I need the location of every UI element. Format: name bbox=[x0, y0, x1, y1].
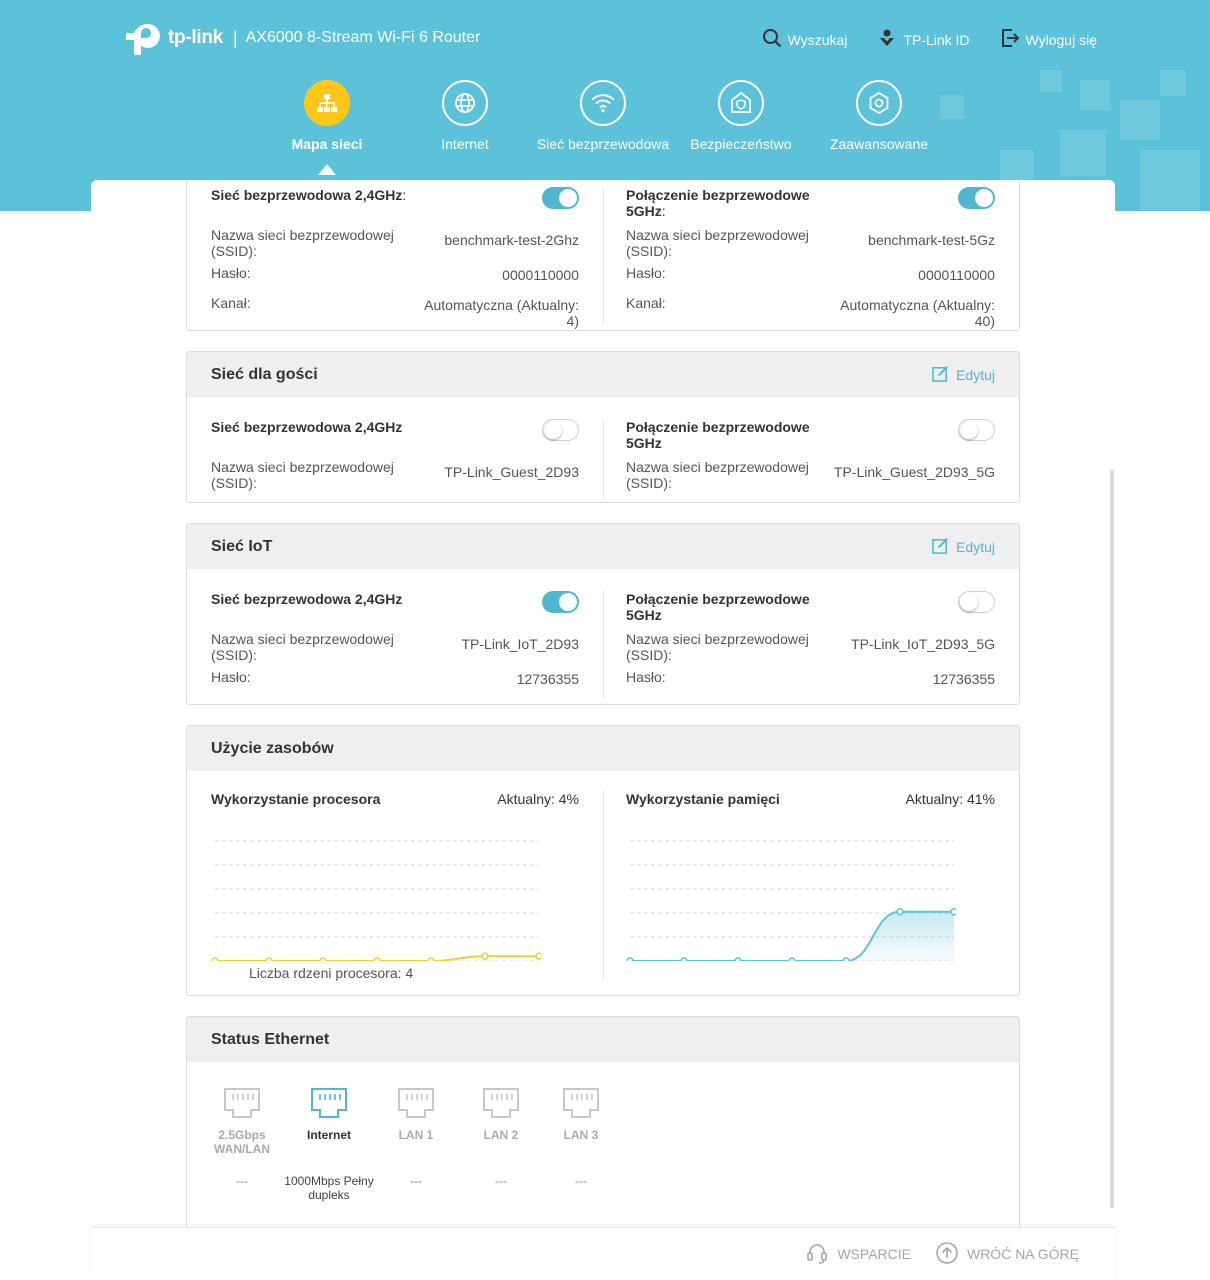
port-lan1 bbox=[381, 1086, 451, 1202]
port-lan2 bbox=[461, 1086, 541, 1202]
iot-5-col bbox=[603, 591, 1019, 699]
guest-network-card bbox=[186, 351, 1020, 503]
wifi-icon bbox=[580, 80, 626, 126]
port-name: Internet bbox=[306, 1128, 351, 1142]
guest-5-col bbox=[603, 419, 1019, 499]
memory-usage-chart bbox=[626, 821, 956, 961]
nav-label: Sieć bezprzewodowa bbox=[536, 136, 670, 152]
channel-label: Kanał: bbox=[211, 295, 251, 311]
port-wan-lan bbox=[207, 1086, 277, 1202]
ssid-label: Nazwa sieci bezprzewodowej (SSID): bbox=[626, 459, 809, 491]
password-label: Hasło: bbox=[626, 669, 666, 685]
chart-point bbox=[627, 958, 633, 961]
decor-pixel bbox=[1000, 150, 1034, 184]
wireless-24-toggle[interactable] bbox=[542, 187, 579, 209]
password-value: 0000110000 bbox=[502, 267, 579, 283]
chart-point bbox=[266, 958, 272, 961]
chart-point bbox=[212, 958, 218, 961]
iot-5-toggle[interactable] bbox=[958, 591, 995, 613]
resource-usage-card bbox=[186, 725, 1020, 996]
ethernet-port-icon bbox=[461, 1086, 541, 1120]
ethernet-port-icon bbox=[381, 1086, 451, 1120]
nav-label: Internet bbox=[441, 136, 489, 152]
gear-icon bbox=[856, 80, 902, 126]
port-status: --- bbox=[575, 1174, 587, 1188]
memory-usage-col bbox=[603, 791, 1019, 981]
card-header bbox=[187, 726, 1019, 771]
ssid-label: Nazwa sieci bezprzewodowej (SSID): bbox=[211, 227, 394, 259]
decor-pixel bbox=[1120, 100, 1160, 140]
logout-label: Wyloguj się bbox=[1025, 31, 1097, 48]
wireless-columns bbox=[187, 180, 1019, 329]
ethernet-port-icon bbox=[541, 1086, 621, 1120]
ethernet-port-icon bbox=[277, 1086, 381, 1120]
shield-home-icon bbox=[718, 80, 764, 126]
chart-area bbox=[630, 912, 954, 961]
edit-label: Edytuj bbox=[956, 538, 995, 555]
decor-pixel bbox=[1160, 70, 1186, 96]
edit-icon bbox=[931, 364, 950, 386]
card-title: Sieć dla gości bbox=[211, 365, 318, 383]
chart-point bbox=[482, 953, 488, 959]
chart-point bbox=[951, 909, 956, 915]
globe-icon bbox=[442, 80, 488, 126]
ssid-value: TP-Link_Guest_2D93_5G bbox=[833, 464, 995, 480]
iot-network-card bbox=[186, 523, 1020, 705]
port-status: --- bbox=[236, 1174, 248, 1188]
headset-icon bbox=[805, 1241, 829, 1268]
brand-separator: | bbox=[232, 27, 238, 48]
card-title: Sieć IoT bbox=[211, 537, 273, 555]
iot-edit-button[interactable] bbox=[931, 536, 995, 558]
nav-label: Mapa sieci bbox=[291, 136, 363, 152]
band-label: Połączenie bezprzewodowe 5GHz bbox=[626, 591, 810, 623]
chart-point bbox=[735, 958, 741, 961]
port-name: 2.5Gbps WAN/LAN bbox=[214, 1128, 270, 1156]
ssid-value: TP-Link_IoT_2D93_5G bbox=[851, 636, 995, 652]
band-label: Sieć bezprzewodowa 2,4GHz bbox=[211, 591, 403, 607]
wireless-5-toggle[interactable] bbox=[958, 187, 995, 209]
router-model: AX6000 8-Stream Wi-Fi 6 Router bbox=[245, 29, 481, 46]
active-nav-pointer bbox=[318, 164, 336, 175]
edit-icon bbox=[931, 536, 950, 558]
chart-point bbox=[320, 958, 326, 961]
port-name: LAN 1 bbox=[398, 1128, 434, 1142]
wireless-card bbox=[186, 180, 1020, 331]
band-label: Sieć bezprzewodowa 2,4GHz: bbox=[211, 187, 407, 203]
nav-internet[interactable] bbox=[395, 80, 535, 152]
cpu-usage-chart bbox=[211, 821, 541, 961]
memory-chart-svg bbox=[626, 821, 956, 961]
port-status: 1000Mbps Pełny dupleks bbox=[284, 1174, 374, 1202]
channel-value: Automatyczna (Aktualny: 40) bbox=[840, 297, 995, 329]
memory-usage-current: Aktualny: 41% bbox=[905, 791, 995, 807]
band-label: Połączenie bezprzewodowe 5GHz: bbox=[626, 187, 810, 219]
arrow-up-circle-icon bbox=[935, 1241, 959, 1268]
network-map-icon bbox=[304, 80, 350, 126]
channel-label: Kanał: bbox=[626, 295, 666, 311]
ssid-value: TP-Link_Guest_2D93 bbox=[444, 464, 579, 480]
chart-point bbox=[681, 958, 687, 961]
footer-bar bbox=[91, 1227, 1115, 1280]
password-label: Hasło: bbox=[211, 669, 251, 685]
support-link[interactable] bbox=[805, 1241, 911, 1268]
card-title: Użycie zasobów bbox=[211, 739, 334, 757]
ssid-value: benchmark-test-5Gz bbox=[868, 232, 995, 248]
guest-edit-button[interactable] bbox=[931, 364, 995, 386]
nav-advanced[interactable] bbox=[809, 80, 949, 152]
iot-24-toggle[interactable] bbox=[542, 591, 579, 613]
wireless-24-col bbox=[187, 187, 603, 329]
memory-usage-label: Wykorzystanie pamięci bbox=[626, 791, 780, 807]
cpu-usage-label: Wykorzystanie procesora bbox=[211, 791, 381, 807]
ssid-label: Nazwa sieci bezprzewodowej (SSID): bbox=[211, 459, 394, 491]
search-icon bbox=[762, 28, 782, 51]
ethernet-status-card bbox=[186, 1016, 1020, 1246]
card-header bbox=[187, 352, 1019, 397]
search-label: Wyszukaj bbox=[787, 31, 848, 48]
cpu-usage-current: Aktualny: 4% bbox=[497, 791, 579, 807]
ssid-label: Nazwa sieci bezprzewodowej (SSID): bbox=[626, 631, 809, 663]
ethernet-port-icon bbox=[207, 1086, 277, 1120]
password-value: 0000110000 bbox=[918, 267, 995, 283]
nav-label: Zaawansowane bbox=[829, 136, 929, 152]
guest-24-col bbox=[187, 419, 603, 499]
search-button[interactable] bbox=[762, 28, 848, 51]
edit-label: Edytuj bbox=[956, 366, 995, 383]
support-label: WSPARCIE bbox=[837, 1246, 911, 1262]
ethernet-ports bbox=[187, 1062, 1019, 1202]
port-name: LAN 2 bbox=[483, 1128, 519, 1142]
header-actions bbox=[762, 28, 1097, 51]
user-id-icon bbox=[877, 28, 897, 51]
band-label: Sieć bezprzewodowa 2,4GHz bbox=[211, 419, 403, 435]
channel-value: Automatyczna (Aktualny: 4) bbox=[424, 297, 579, 329]
nav-network-map[interactable] bbox=[257, 80, 397, 152]
page-scrollbar[interactable] bbox=[1110, 470, 1114, 1208]
guest-24-toggle[interactable] bbox=[542, 419, 579, 441]
decor-pixel bbox=[1140, 150, 1200, 210]
password-label: Hasło: bbox=[626, 265, 666, 281]
password-value: 12736355 bbox=[932, 671, 995, 687]
chart-point bbox=[843, 958, 849, 961]
ssid-value: TP-Link_IoT_2D93 bbox=[461, 636, 579, 652]
decor-pixel bbox=[1080, 80, 1110, 110]
guest-5-toggle[interactable] bbox=[958, 419, 995, 441]
ssid-value: benchmark-test-2Ghz bbox=[444, 232, 579, 248]
chart-point bbox=[374, 958, 380, 961]
cpu-core-count: Liczba rdzeni procesora: 4 bbox=[249, 965, 414, 981]
nav-wireless[interactable] bbox=[533, 80, 673, 152]
guest-columns bbox=[187, 397, 1019, 499]
decor-pixel bbox=[1060, 130, 1106, 176]
nav-label: Bezpieczeństwo bbox=[690, 136, 792, 152]
back-to-top-label: WRÓĆ NA GÓRĘ bbox=[966, 1246, 1079, 1262]
logout-icon bbox=[1000, 28, 1020, 51]
main-content bbox=[91, 180, 1115, 1280]
port-name: LAN 3 bbox=[563, 1128, 599, 1142]
password-label: Hasło: bbox=[211, 265, 251, 281]
card-title: Status Ethernet bbox=[211, 1030, 330, 1048]
password-value: 12736355 bbox=[516, 671, 579, 687]
port-internet bbox=[277, 1086, 381, 1202]
chart-point bbox=[897, 909, 903, 915]
iot-24-col bbox=[187, 591, 603, 699]
decor-pixel bbox=[1040, 70, 1062, 92]
brand-name: tp-link bbox=[168, 27, 223, 48]
wireless-5-col bbox=[603, 187, 1019, 329]
logout-button[interactable] bbox=[1000, 28, 1097, 51]
usage-columns bbox=[187, 771, 1019, 981]
port-status: --- bbox=[495, 1174, 507, 1188]
nav-security[interactable] bbox=[671, 80, 811, 152]
back-to-top-link[interactable] bbox=[935, 1241, 1079, 1268]
ssid-label: Nazwa sieci bezprzewodowej (SSID): bbox=[211, 631, 394, 663]
cpu-chart-svg bbox=[211, 821, 541, 961]
band-label: Połączenie bezprzewodowe 5GHz bbox=[626, 419, 810, 451]
chart-point bbox=[536, 953, 541, 959]
ssid-label: Nazwa sieci bezprzewodowej (SSID): bbox=[626, 227, 809, 259]
iot-columns bbox=[187, 569, 1019, 699]
port-lan3 bbox=[541, 1086, 621, 1202]
card-header bbox=[187, 524, 1019, 569]
chart-point bbox=[428, 958, 434, 961]
port-status: --- bbox=[410, 1174, 422, 1188]
chart-point bbox=[789, 958, 795, 961]
tplink-id-label: TP-Link ID bbox=[903, 31, 970, 48]
tplink-id-button[interactable] bbox=[877, 28, 969, 51]
card-header bbox=[187, 1017, 1019, 1062]
tp-link-logo-icon bbox=[126, 20, 164, 56]
cpu-usage-col bbox=[187, 791, 603, 981]
brand-logo bbox=[126, 20, 480, 56]
